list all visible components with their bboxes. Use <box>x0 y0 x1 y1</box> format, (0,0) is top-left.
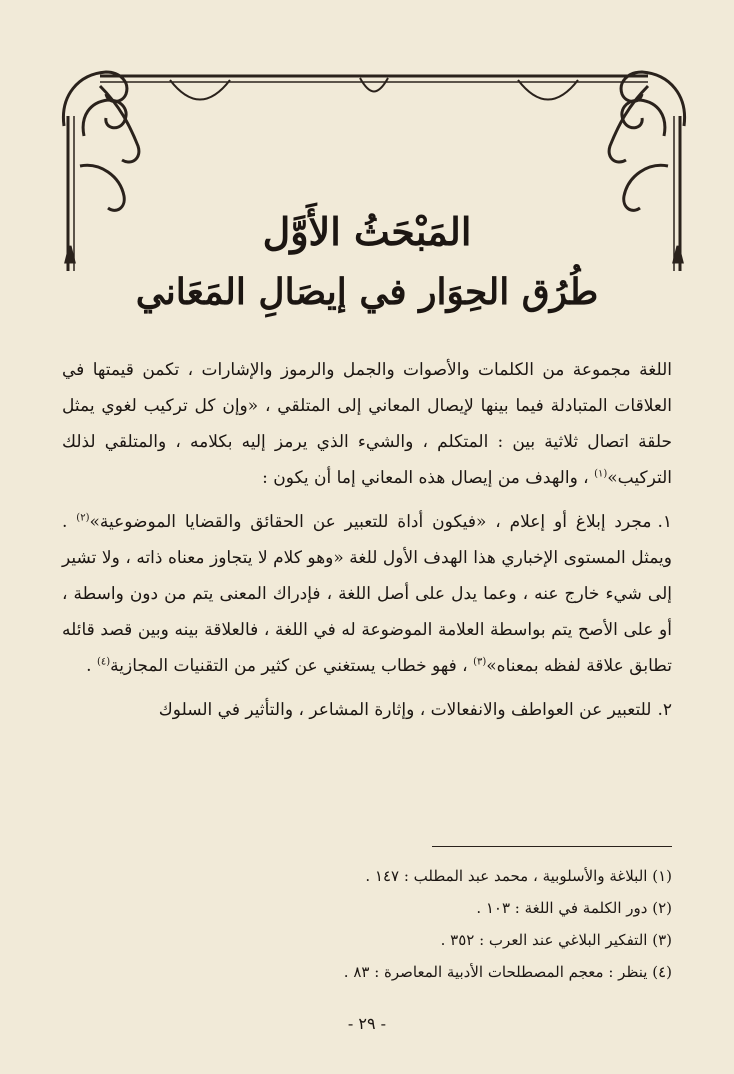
footnotes <box>62 860 672 988</box>
footnote-divider <box>432 846 672 847</box>
footnote: (٢) دور الكلمة في اللغة : ١٠٣ . <box>476 899 672 917</box>
list-item: ١.مجرد إبلاغ أو إعلام ، «فيكون أداة للتعبير عن الحقائق والقضايا الموضوعية»$^{(٢)}$ . ويمثل المستوى الإخباري هذا الهدف الأول للغة «وهو كلام لا يتجاوز معناه ذاته ، ولا تشير إلى شيء خارج عنه ، وعما يدل على أصل اللغة ، فإدراك المعنى يتم من دون واسطة ، أو على الأصح يتم بواسطة العلامة الموضوعة له في اللغة ، فالعلاقة بينه وبين قصد قائله تطابق علاقة لفظه بمعناه»$^{(٣)}$ ، فهو خطاب يستغني عن كثير من التقنيات المجازية$^{(٤)}$ . <box>62 512 672 676</box>
list-item: ٢.للتعبير عن العواطف والانفعالات ، وإثارة المشاعر ، والتأثير في السلوك <box>158 700 672 720</box>
footnote: (٤) ينظر : معجم المصطلحات الأدبية المعاصرة : ٨٣ . <box>343 963 672 981</box>
footnote: (١) البلاغة والأسلوبية ، محمد عبد المطلب : ١٤٧ . <box>365 867 672 885</box>
page-number: - ٢٩ - <box>347 1014 387 1033</box>
section-title: المَبْحَثُ الأَوَّل <box>262 209 472 254</box>
section-subtitle: طُرُق الحِوَار في إيصَالِ المَعَاني <box>135 271 599 313</box>
list-number: ٢. <box>657 700 672 720</box>
footnote-ref: (٣) <box>473 656 487 668</box>
footnote-ref: (١) <box>594 468 608 480</box>
list-number: ١. <box>657 512 672 532</box>
body-text <box>62 352 672 728</box>
footnote-ref: (٤) <box>96 656 111 668</box>
footnote-ref: (٢) <box>76 512 90 524</box>
intro-paragraph: اللغة مجموعة من الكلمات والأصوات والجمل والرموز والإشارات ، تكمن قيمتها في العلاقات المتبادلة فيما بينها لإيصال المعاني إلى المتلقي ، «وإن كل تركيب لغوي يمثل حلقة اتصال ثلاثية بين : المتكلم ، والشيء الذي يرمز إليه بكلامه ، والمتلقي لذلك التركيب»$^{(١)}$ ، والهدف من إيصال هذه المعاني إما أن يكون : <box>62 360 672 488</box>
footnote: (٣) التفكير البلاغي عند العرب : ٣٥٢ . <box>440 931 672 949</box>
chapter-titles <box>100 208 634 316</box>
